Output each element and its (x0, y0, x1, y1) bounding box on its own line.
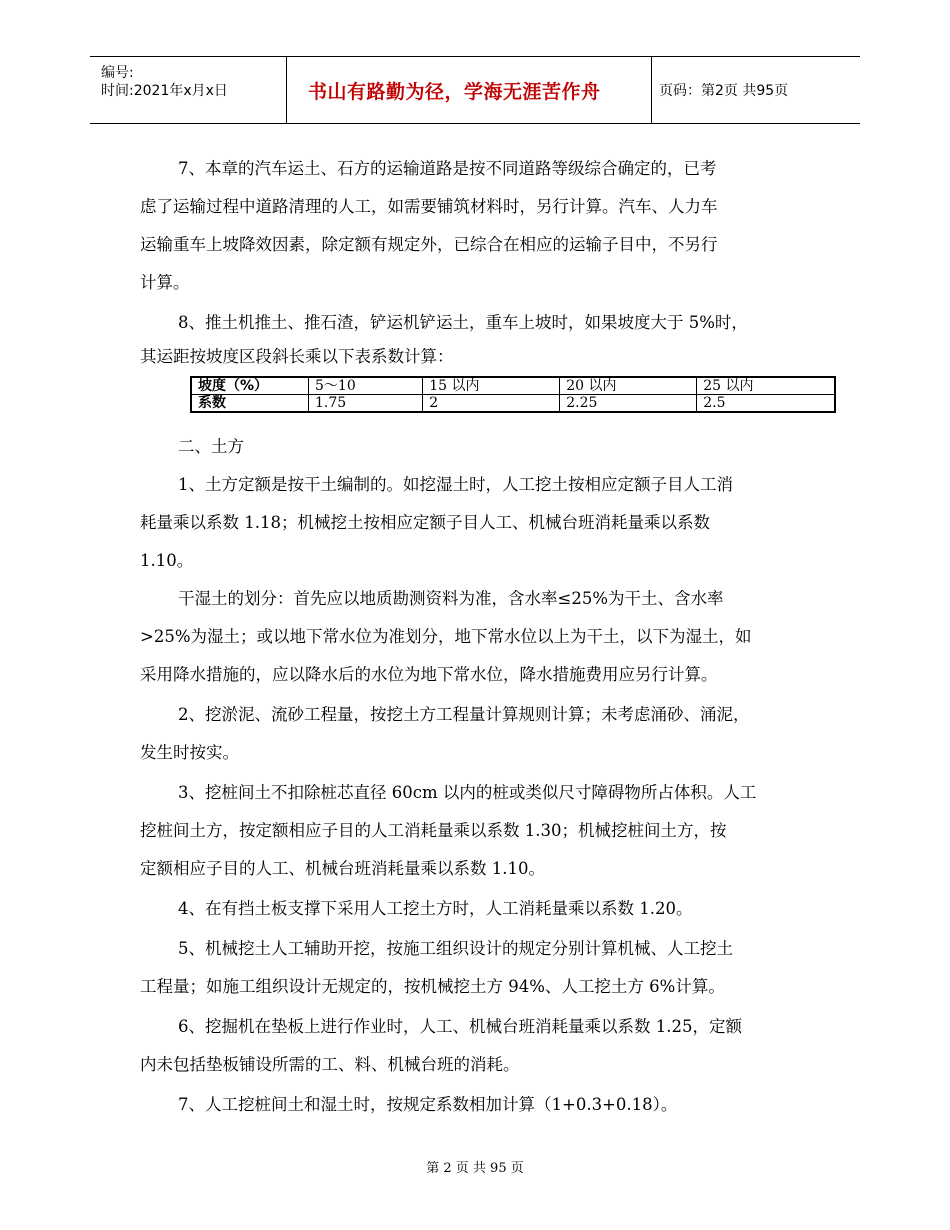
paragraph-dry-wet (140, 580, 820, 694)
paragraph-line: 耗量乘以系数 1.18；机械挖土按相应定额子目人工、机械台班消耗量乘以系数 (140, 513, 710, 532)
paragraph-line: 6、挖掘机在垫板上进行作业时，人工、机械台班消耗量乘以系数 1.25，定额 (178, 1017, 742, 1036)
paragraph-line: 5、机械挖土人工辅助开挖，按施工组织设计的规定分别计算机械、人工挖土 (178, 939, 733, 958)
table-cell: 15 以内 (423, 377, 560, 395)
paragraph-line: 7、人工挖桩间土和湿土时，按规定系数相加计算（1+0.3+0.18）。 (178, 1095, 678, 1114)
page-footer: 第 2 页 共 95 页 (426, 1161, 524, 1176)
header-page-info: 页码：第2页 共95页 (659, 83, 789, 99)
table-cell: 2.5 (697, 395, 835, 413)
paragraph-line: 3、挖桩间土不扣除桩芯直径 60cm 以内的桩或类似尺寸障碍物所占体积。人工 (178, 783, 757, 802)
time-label: 时间:2021年x月x日 (101, 83, 228, 99)
table-cell: 25 以内 (697, 377, 835, 395)
table-cell: 2.25 (560, 395, 697, 413)
slope-coefficient-table (190, 376, 836, 413)
paragraph-line: 采用降水措施的，应以降水后的水位为地下常水位，降水措施费用应另行计算。 (140, 665, 718, 684)
paragraph-line: 运输重车上坡降效因素，除定额有规定外，已综合在相应的运输子目中，不另行 (140, 235, 718, 254)
header-page-cell (651, 57, 860, 123)
paragraph-line: 挖桩间土方，按定额相应子目的人工消耗量乘以系数 1.30；机械挖桩间土方，按 (140, 821, 727, 840)
paragraph-earth-1 (140, 466, 820, 580)
paragraph-earth-2 (140, 696, 820, 772)
paragraph-line: 1.10。 (140, 551, 194, 570)
paragraph-7-transport (140, 150, 820, 302)
paragraph-line: 7、本章的汽车运土、石方的运输道路是按不同道路等级综合确定的，已考 (178, 159, 717, 178)
paragraph-line: 发生时按实。 (140, 743, 239, 762)
paragraph-8-slope (140, 304, 820, 366)
paragraph-line: 4、在有挡土板支撑下采用人工挖土方时，人工消耗量乘以系数 1.20。 (178, 899, 693, 918)
table-row (191, 377, 835, 395)
paragraph-earth-3 (140, 774, 820, 888)
code-label: 编号: (101, 65, 134, 81)
page-header (90, 56, 860, 124)
paragraph-line: 内未包括垫板铺设所需的工、料、机械台班的消耗。 (140, 1055, 520, 1074)
table-row-header: 系数 (191, 395, 309, 413)
paragraph-line: 定额相应子目的人工、机械台班消耗量乘以系数 1.10。 (140, 859, 545, 878)
paragraph-earth-4 (140, 890, 820, 928)
paragraph-line: 8、推土机推土、推石渣，铲运机铲运土，重车上坡时，如果坡度大于 5%时， (178, 313, 748, 332)
paragraph-line: 工程量；如施工组织设计无规定的，按机械挖土方 94%、人工挖土方 6%计算。 (140, 977, 725, 996)
header-motto: 书山有路勤为径，学海无涯苦作舟 (308, 81, 601, 103)
paragraph-earth-5 (140, 930, 820, 1006)
paragraph-line: >25%为湿土；或以地下常水位为准划分，地下常水位以上为干土，以下为湿土，如 (140, 627, 752, 646)
table-row-header: 坡度（%） (191, 377, 309, 395)
table-row (191, 395, 835, 413)
paragraph-line: 1、土方定额是按干土编制的。如挖湿土时，人工挖土按相应定额子目人工消 (178, 475, 733, 494)
section-heading: 二、土方 (178, 437, 244, 456)
header-meta (90, 57, 287, 123)
paragraph-line: 2、挖淤泥、流砂工程量，按挖土方工程量计算规则计算；未考虑涌砂、涌泥， (178, 705, 750, 724)
paragraph-line: 干湿土的划分：首先应以地质勘测资料为准，含水率≤25%为干土、含水率 (178, 589, 724, 608)
paragraph-earth-6 (140, 1008, 820, 1084)
table-cell: 1.75 (309, 395, 423, 413)
paragraph-line: 虑了运输过程中道路清理的人工，如需要铺筑材料时，另行计算。汽车、人力车 (140, 197, 718, 216)
header-motto-cell (286, 57, 652, 123)
table-cell: 5～10 (309, 377, 423, 395)
paragraph-earth-7 (140, 1086, 820, 1124)
paragraph-line: 计算。 (140, 273, 190, 292)
table-cell: 20 以内 (560, 377, 697, 395)
paragraph-line: 其运距按坡度区段斜长乘以下表系数计算： (140, 347, 454, 366)
section-heading-earthwork (140, 428, 820, 466)
table-cell: 2 (423, 395, 560, 413)
